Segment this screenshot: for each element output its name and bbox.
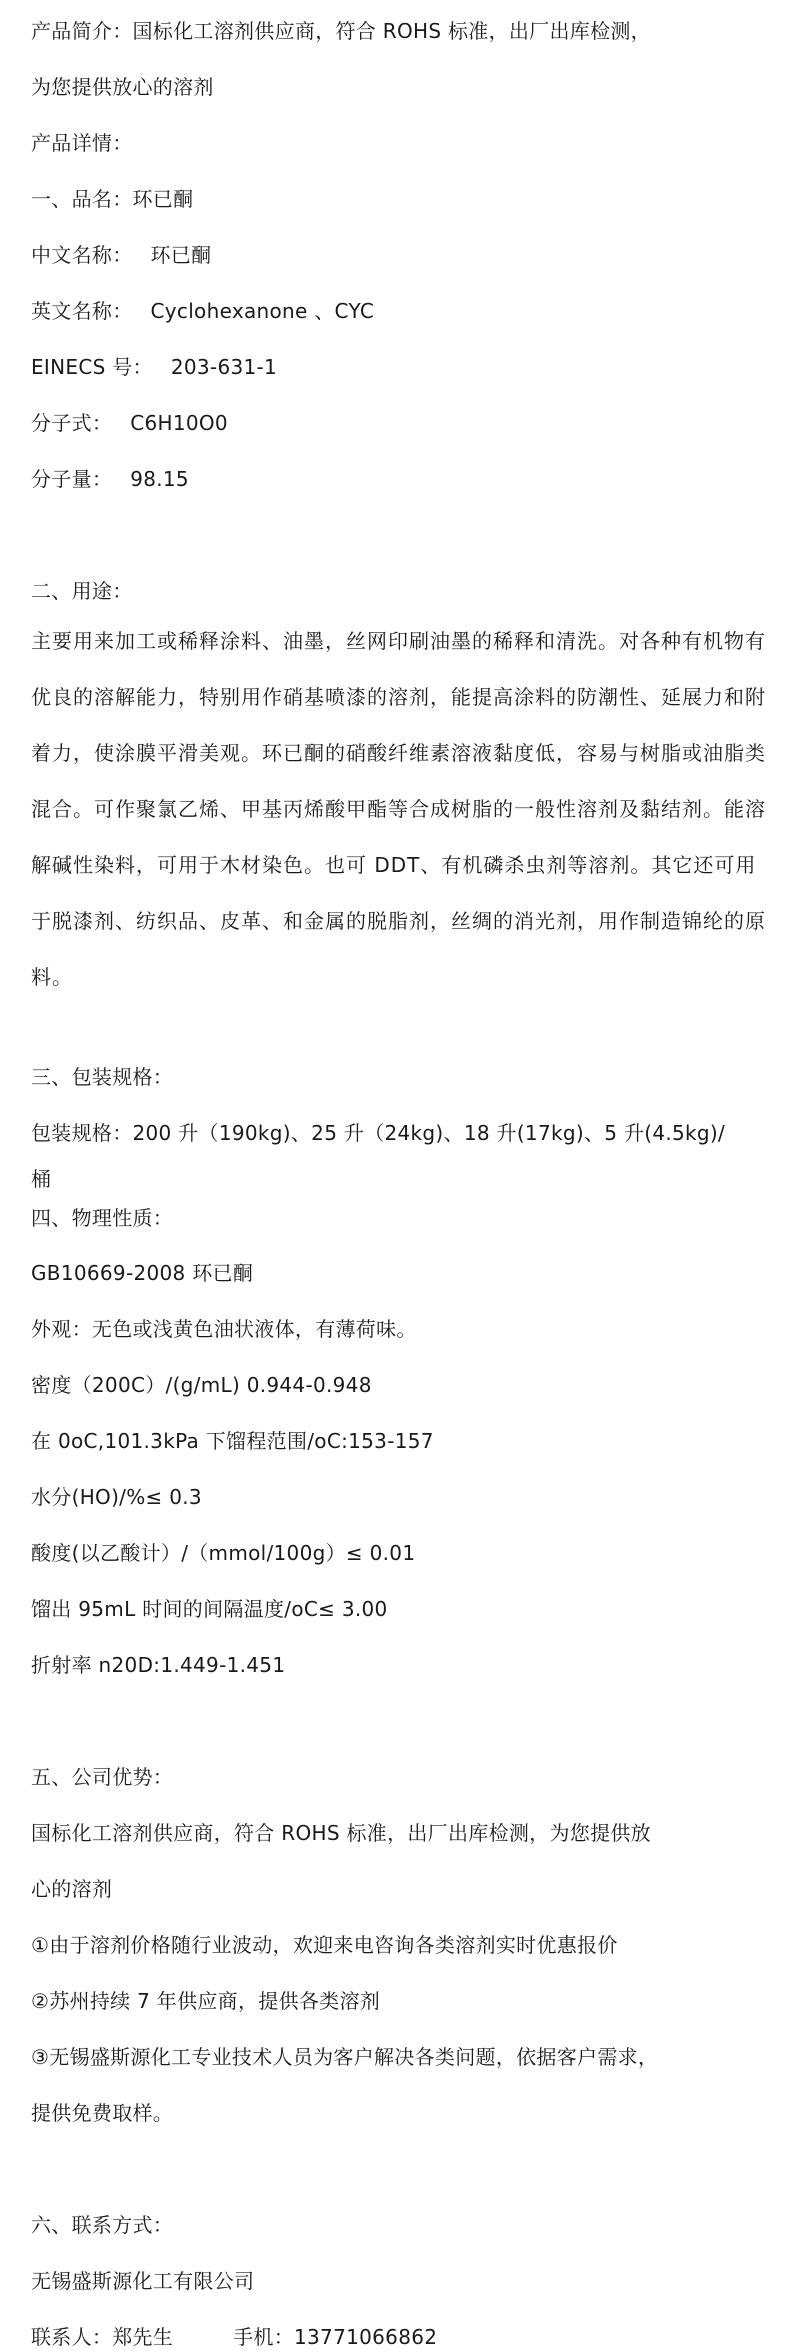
chinese-name-label: 中文名称： bbox=[31, 243, 133, 267]
property-item: 馏出 95mL 时间的间隔温度/oC≤ 3.00 bbox=[31, 1597, 388, 1621]
advantage-line-2: 心的溶剂 bbox=[31, 1877, 113, 1901]
section-2-heading: 二、用途： bbox=[31, 579, 133, 603]
chinese-name-row bbox=[31, 242, 211, 268]
usage-paragraph: 主要用来加工或稀释涂料、油墨，丝网印刷油墨的稀释和清洗。对各种有机物有优良的溶解能力，特别用作硝基喷漆的溶剂，能提高涂料的防潮性、延展力和附着力，使涂膜平滑美观。环已酮的硝酸纤维素溶液黏度低，容易与树脂或油脂类混合。可作聚氯乙烯、甲基丙烯酸甲酯等合成树脂的一般性溶剂及黏结剂。能溶解碱性染料，可用于木材染色。也可 DDT、有机磷杀虫剂等溶剂。其它还可用于脱漆剂、纺织品、皮革、和金属的脱脂剂，丝绸的消光剂，用作制造锦纶的原料。 bbox=[31, 629, 766, 989]
phone-number: 手机：13771066862 bbox=[233, 2325, 438, 2349]
section-6-heading: 六、联系方式： bbox=[31, 2213, 174, 2237]
advantage-item-3-line-1: ③无锡盛斯源化工专业技术人员为客户解决各类问题，依据客户需求， bbox=[31, 2045, 659, 2069]
advantage-item-3-line-2: 提供免费取样。 bbox=[31, 2101, 174, 2125]
packaging-line-2: 桶 bbox=[31, 1167, 52, 1191]
property-item: 折射率 n20D:1.449-1.451 bbox=[31, 1653, 286, 1677]
section-3-heading: 三、包装规格： bbox=[31, 1065, 174, 1089]
contact-person: 联系人：郑先生 bbox=[31, 2325, 174, 2349]
intro-line-2: 为您提供放心的溶剂 bbox=[31, 75, 214, 99]
property-item: 水分(HO)/%≤ 0.3 bbox=[31, 1485, 202, 1509]
property-item: 密度（200C）/(g/mL) 0.944-0.948 bbox=[31, 1373, 372, 1397]
contact-row bbox=[31, 2324, 437, 2350]
company-name: 无锡盛斯源化工有限公司 bbox=[31, 2269, 255, 2293]
einecs-row bbox=[31, 354, 277, 380]
property-item: GB10669-2008 环已酮 bbox=[31, 1261, 254, 1285]
section-4-heading: 四、物理性质： bbox=[31, 1206, 174, 1230]
einecs-value: 203-631-1 bbox=[170, 355, 278, 379]
molecular-weight-value: 98.15 bbox=[130, 467, 189, 491]
english-name-label: 英文名称： bbox=[31, 299, 133, 323]
property-item: 外观：无色或浅黄色油状液体，有薄荷味。 bbox=[31, 1317, 417, 1341]
formula-value: C6H10O0 bbox=[130, 411, 228, 435]
intro-line-1: 产品简介：国标化工溶剂供应商，符合 ROHS 标准，出厂出库检测， bbox=[31, 19, 651, 43]
chinese-name-value: 环已酮 bbox=[150, 243, 212, 267]
section-5-heading: 五、公司优势： bbox=[31, 1765, 174, 1789]
molecular-weight-label: 分子量： bbox=[31, 467, 113, 491]
formula-label: 分子式： bbox=[31, 411, 113, 435]
english-name-row bbox=[31, 298, 374, 324]
advantage-item-2: ②苏州持续 7 年供应商，提供各类溶剂 bbox=[31, 1989, 381, 2013]
property-item: 在 0oC,101.3kPa 下馏程范围/oC:153-157 bbox=[31, 1429, 434, 1453]
einecs-label: EINECS 号： bbox=[31, 355, 153, 379]
formula-row bbox=[31, 410, 228, 436]
section-1-heading: 一、品名：环已酮 bbox=[31, 187, 194, 211]
details-heading: 产品详情： bbox=[31, 131, 133, 155]
property-item: 酸度(以乙酸计）/（mmol/100g）≤ 0.01 bbox=[31, 1541, 416, 1565]
molecular-weight-row bbox=[31, 466, 189, 492]
advantage-line-1: 国标化工溶剂供应商，符合 ROHS 标准，出厂出库检测，为您提供放 bbox=[31, 1821, 651, 1845]
advantage-item-1: ①由于溶剂价格随行业波动，欢迎来电咨询各类溶剂实时优惠报价 bbox=[31, 1933, 618, 1957]
english-name-value: Cyclohexanone 、CYC bbox=[150, 299, 375, 323]
packaging-line-1: 包装规格：200 升（190kg)、25 升（24kg)、18 升(17kg)、5 升(4.5kg)/ bbox=[31, 1121, 726, 1145]
